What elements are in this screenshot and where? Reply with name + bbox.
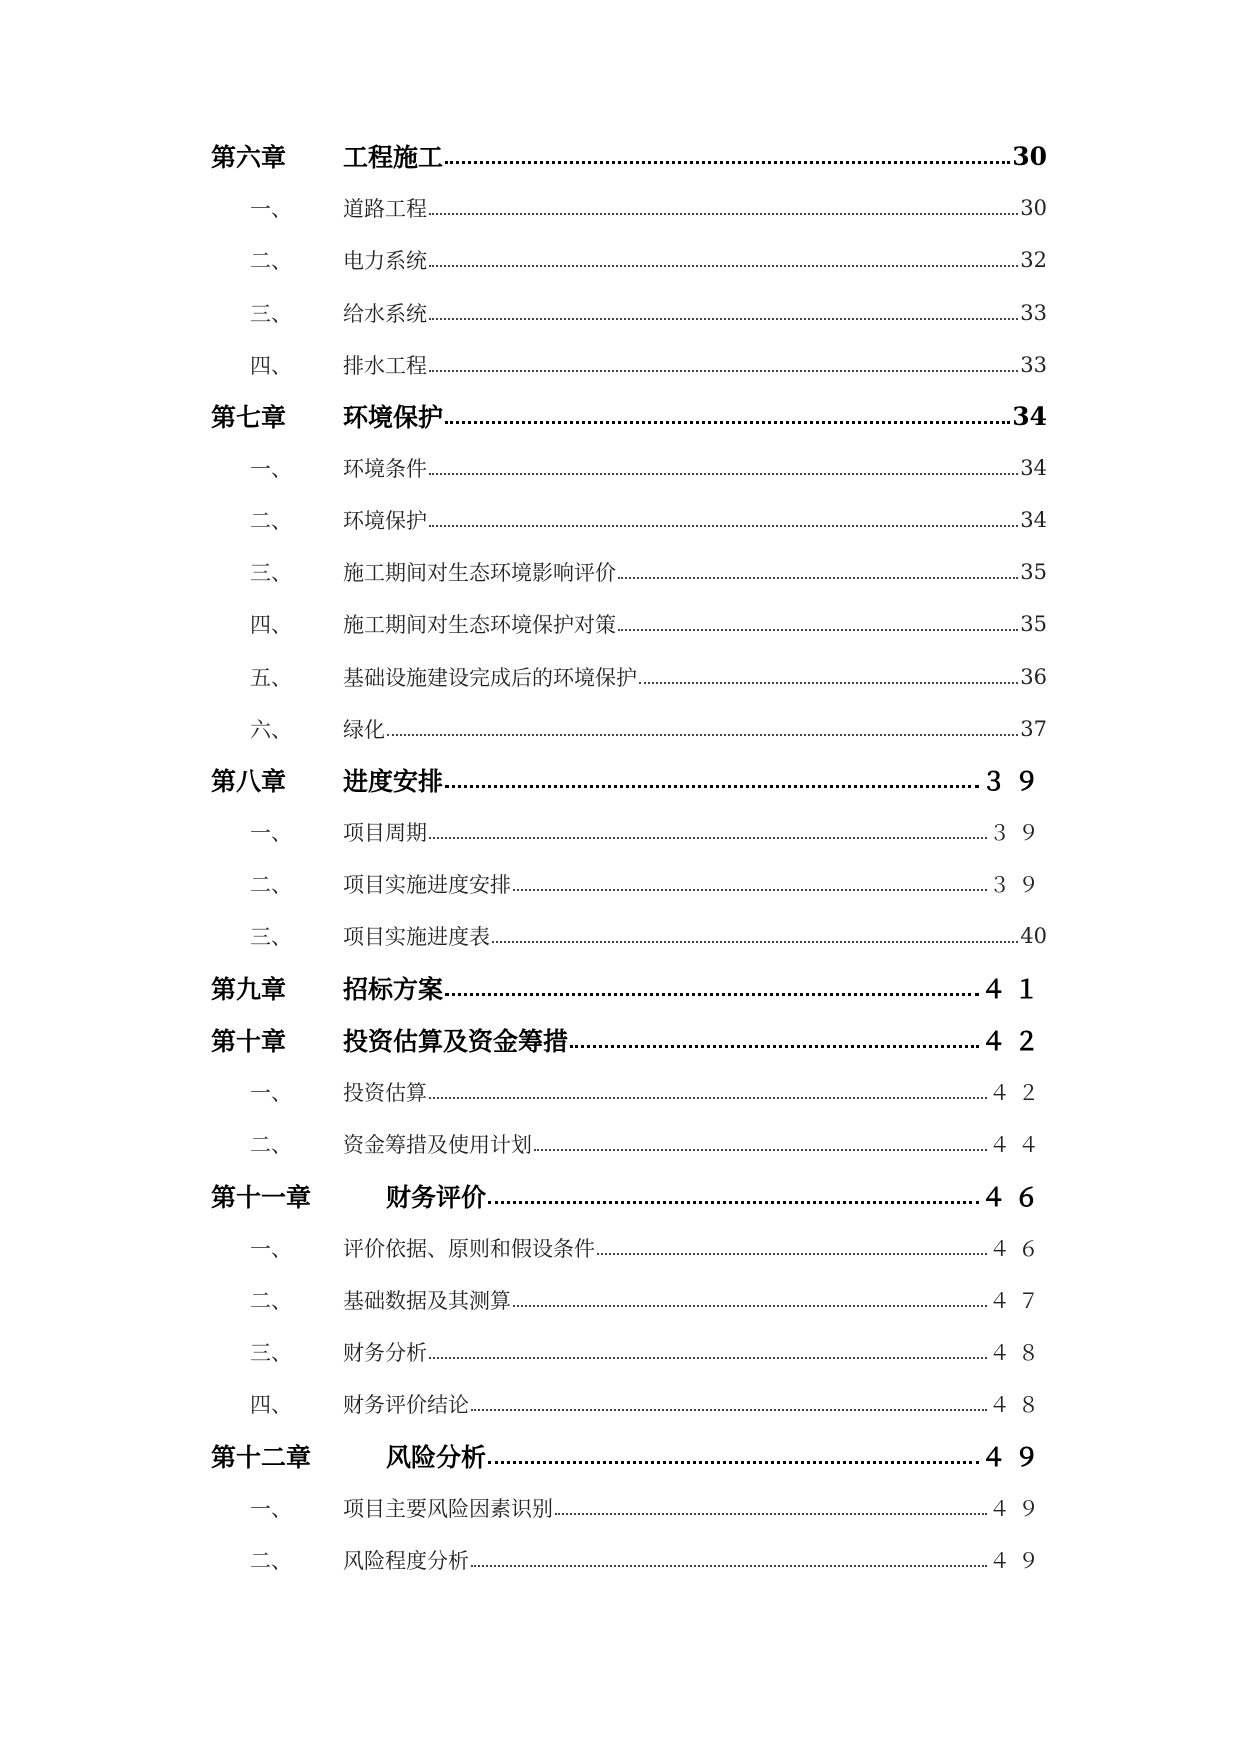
page-number: ４２ [989,1081,1047,1105]
toc-section-entry[interactable] [211,1072,1047,1112]
dot-leader [471,1565,987,1567]
chapter-number: 第十章 [211,1027,287,1056]
section-number: 二、 [250,873,292,897]
toc-section-entry[interactable] [211,604,1047,644]
dot-leader [488,1461,979,1464]
toc-section-entry[interactable] [211,448,1047,488]
dot-leader [445,993,979,996]
toc-section-entry[interactable] [211,345,1047,385]
section-title: 环境保护 [343,509,427,533]
toc-section-entry[interactable] [211,240,1047,280]
section-number: 一、 [250,1237,292,1261]
page-number: ３９ [989,821,1047,845]
page-number: ４８ [989,1393,1047,1417]
page-number: 30 [1020,196,1047,220]
dot-leader [429,265,1018,267]
toc-section-entry[interactable] [211,293,1047,333]
section-title: 投资估算 [343,1081,427,1105]
page-number: 35 [1020,560,1047,584]
chapter-number: 第八章 [211,767,287,796]
toc-section-entry[interactable] [211,1228,1047,1268]
section-number: 三、 [250,925,292,949]
section-number: 三、 [250,302,292,326]
chapter-title: 环境保护 [343,403,444,432]
toc-section-entry[interactable] [211,709,1047,749]
section-title: 资金筹措及使用计划 [343,1133,532,1157]
chapter-number: 第十一章 [211,1183,312,1212]
section-number: 一、 [250,457,292,481]
section-title: 风险程度分析 [343,1549,469,1573]
dot-leader [429,525,1018,527]
dot-leader [429,213,1018,215]
section-title: 基础数据及其测算 [343,1289,511,1313]
page-number: ３９ [980,767,1047,796]
section-title: 项目实施进度安排 [343,873,511,897]
section-title: 绿化 [343,718,385,742]
chapter-title: 进度安排 [343,767,444,796]
section-number: 二、 [250,1133,292,1157]
toc-section-entry[interactable] [211,1488,1047,1528]
chapter-title: 风险分析 [386,1443,487,1472]
chapter-number: 第十二章 [211,1443,312,1472]
section-number: 一、 [250,197,292,221]
dot-leader [429,837,987,839]
page-number: ４７ [989,1289,1047,1313]
page-number: ４９ [989,1497,1047,1521]
toc-section-entry[interactable] [211,1280,1047,1320]
toc-chapter-entry[interactable] [211,136,1047,176]
section-number: 二、 [250,249,292,273]
toc-section-entry[interactable] [211,552,1047,592]
section-title: 项目主要风险因素识别 [343,1497,553,1521]
page-number: 33 [1020,301,1047,325]
page-number: ４４ [989,1133,1047,1157]
section-title: 电力系统 [343,249,427,273]
dot-leader [570,1045,979,1048]
dot-leader [429,1097,987,1099]
section-title: 施工期间对生态环境影响评价 [343,561,616,585]
dot-leader [534,1149,987,1151]
chapter-title: 财务评价 [386,1183,487,1212]
chapter-title: 工程施工 [343,143,444,172]
section-number: 四、 [250,613,292,637]
toc-chapter-entry[interactable] [211,760,1047,800]
page-number: ４２ [980,1027,1047,1056]
dot-leader [492,941,1018,943]
toc-section-entry[interactable] [211,1332,1047,1372]
page-number: 30 [1012,141,1047,171]
page-number: ４６ [980,1183,1047,1212]
section-title: 财务分析 [343,1341,427,1365]
page-number: ４９ [989,1549,1047,1573]
dot-leader [387,734,1018,736]
dot-leader [429,318,1018,320]
page-number: 37 [1020,717,1047,741]
dot-leader [597,1253,987,1255]
chapter-number: 第七章 [211,403,287,432]
page-number: 33 [1020,353,1047,377]
dot-leader [555,1513,987,1515]
dot-leader [445,785,979,788]
toc-chapter-entry[interactable] [211,396,1047,436]
dot-leader [513,889,987,891]
dot-leader [429,370,1018,372]
toc-section-entry[interactable] [211,1124,1047,1164]
section-title: 排水工程 [343,354,427,378]
toc-chapter-entry[interactable] [211,968,1047,1008]
page-number: 40 [1020,924,1047,948]
page-number: ４１ [980,975,1047,1004]
page-number: 34 [1020,456,1047,480]
toc-section-entry[interactable] [211,500,1047,540]
toc-section-entry[interactable] [211,864,1047,904]
dot-leader [445,421,1010,424]
section-number: 三、 [250,561,292,585]
section-number: 四、 [250,354,292,378]
section-number: 二、 [250,1289,292,1313]
toc-chapter-entry[interactable] [211,1436,1047,1476]
dot-leader [429,473,1018,475]
dot-leader [513,1305,987,1307]
section-number: 二、 [250,509,292,533]
page-number: 34 [1020,508,1047,532]
toc-section-entry[interactable] [211,812,1047,852]
page-number: ３９ [989,873,1047,897]
page-number: ４８ [989,1341,1047,1365]
section-number: 六、 [250,718,292,742]
dot-leader [639,682,1018,684]
section-number: 三、 [250,1341,292,1365]
section-number: 五、 [250,666,292,690]
dot-leader [445,161,1010,164]
chapter-title: 投资估算及资金筹措 [343,1027,569,1056]
section-title: 施工期间对生态环境保护对策 [343,613,616,637]
page-number: ４９ [980,1443,1047,1472]
section-title: 道路工程 [343,197,427,221]
page-number: 35 [1020,612,1047,636]
toc-section-entry[interactable] [211,916,1047,956]
section-title: 财务评价结论 [343,1393,469,1417]
section-title: 给水系统 [343,302,427,326]
chapter-number: 第九章 [211,975,287,1004]
dot-leader [618,629,1018,631]
toc-section-entry[interactable] [211,1540,1047,1580]
chapter-number: 第六章 [211,143,287,172]
page-number: 36 [1020,665,1047,689]
section-number: 一、 [250,821,292,845]
dot-leader [488,1201,979,1204]
section-title: 项目周期 [343,821,427,845]
page-number: 32 [1020,248,1047,272]
section-title: 评价依据、原则和假设条件 [343,1237,595,1261]
toc-section-entry[interactable] [211,188,1047,228]
page-number: 34 [1012,401,1047,431]
toc-section-entry[interactable] [211,657,1047,697]
dot-leader [471,1409,987,1411]
section-number: 一、 [250,1497,292,1521]
section-title: 基础设施建设完成后的环境保护 [343,666,637,690]
page-number: ４６ [989,1237,1047,1261]
chapter-title: 招标方案 [343,975,444,1004]
section-number: 一、 [250,1081,292,1105]
toc-chapter-entry[interactable] [211,1020,1047,1060]
dot-leader [429,1357,987,1359]
section-title: 环境条件 [343,457,427,481]
dot-leader [618,577,1018,579]
section-number: 四、 [250,1393,292,1417]
section-number: 二、 [250,1549,292,1573]
toc-section-entry[interactable] [211,1384,1047,1424]
toc-chapter-entry[interactable] [211,1176,1047,1216]
section-title: 项目实施进度表 [343,925,490,949]
